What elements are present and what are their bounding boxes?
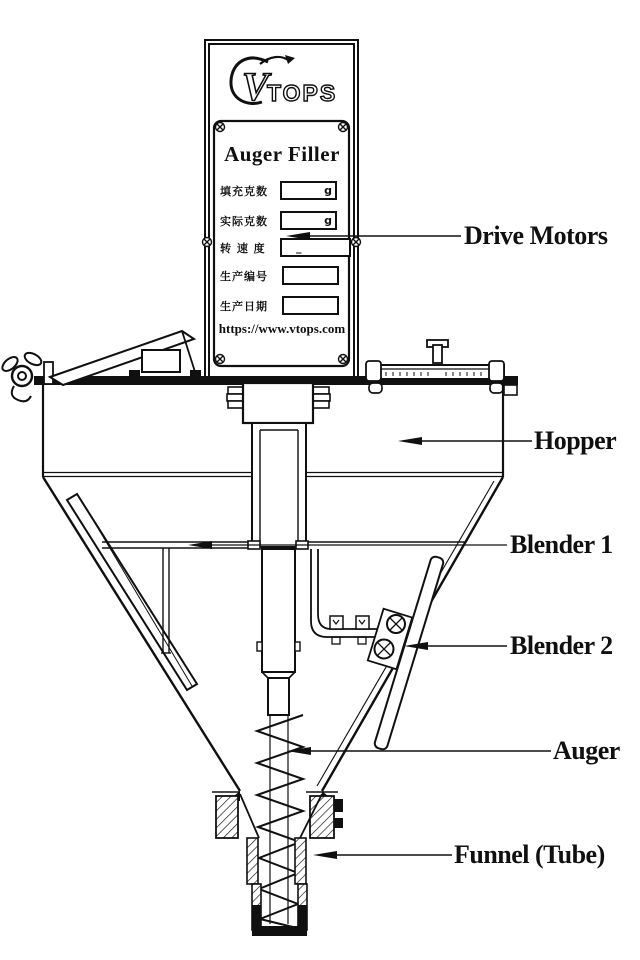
panel-url: https://www.vtops.com — [218, 321, 346, 336]
flange-right — [310, 796, 334, 838]
tube-bottom-rim — [252, 926, 307, 936]
panel-row2-value: g — [280, 211, 337, 230]
panel-row3-label: 转 速 度 — [220, 242, 266, 255]
hopper-lid-closed — [366, 340, 504, 393]
blender-2 — [368, 555, 445, 750]
label-drive-motors: Drive Motors — [464, 221, 608, 250]
logo-tops-text: TOPS — [267, 80, 338, 106]
label-funnel: Funnel (Tube) — [454, 840, 605, 869]
panel-row5-value — [282, 296, 339, 315]
label-blender2: Blender 2 — [510, 631, 613, 660]
panel-row2-label: 实际克数 — [220, 215, 268, 228]
panel-title: Auger Filler — [224, 142, 340, 166]
label-auger: Auger — [553, 736, 620, 765]
panel-row5-label: 生产日期 — [220, 300, 268, 313]
funnel-tube — [212, 791, 343, 936]
arrow-hopper — [398, 437, 422, 445]
panel-row1-label: 填充克数 — [220, 185, 268, 198]
flange-left — [216, 796, 238, 838]
arrow-funnel — [313, 851, 337, 859]
rim-end-bracket — [504, 385, 517, 395]
panel-row4-label: 生产编号 — [220, 270, 268, 283]
panel-row1-value: g — [280, 181, 337, 200]
drive-shaft — [227, 383, 330, 715]
cone-left-edge — [43, 477, 240, 791]
panel-row3-value: _ — [280, 238, 351, 257]
label-hopper: Hopper — [534, 426, 617, 455]
panel-row4-value — [282, 266, 339, 285]
wing-nut-clamp — [0, 350, 53, 401]
label-blender1: Blender 1 — [510, 530, 613, 559]
auger-screw — [257, 715, 303, 928]
logo-v-letter: V — [242, 64, 269, 109]
